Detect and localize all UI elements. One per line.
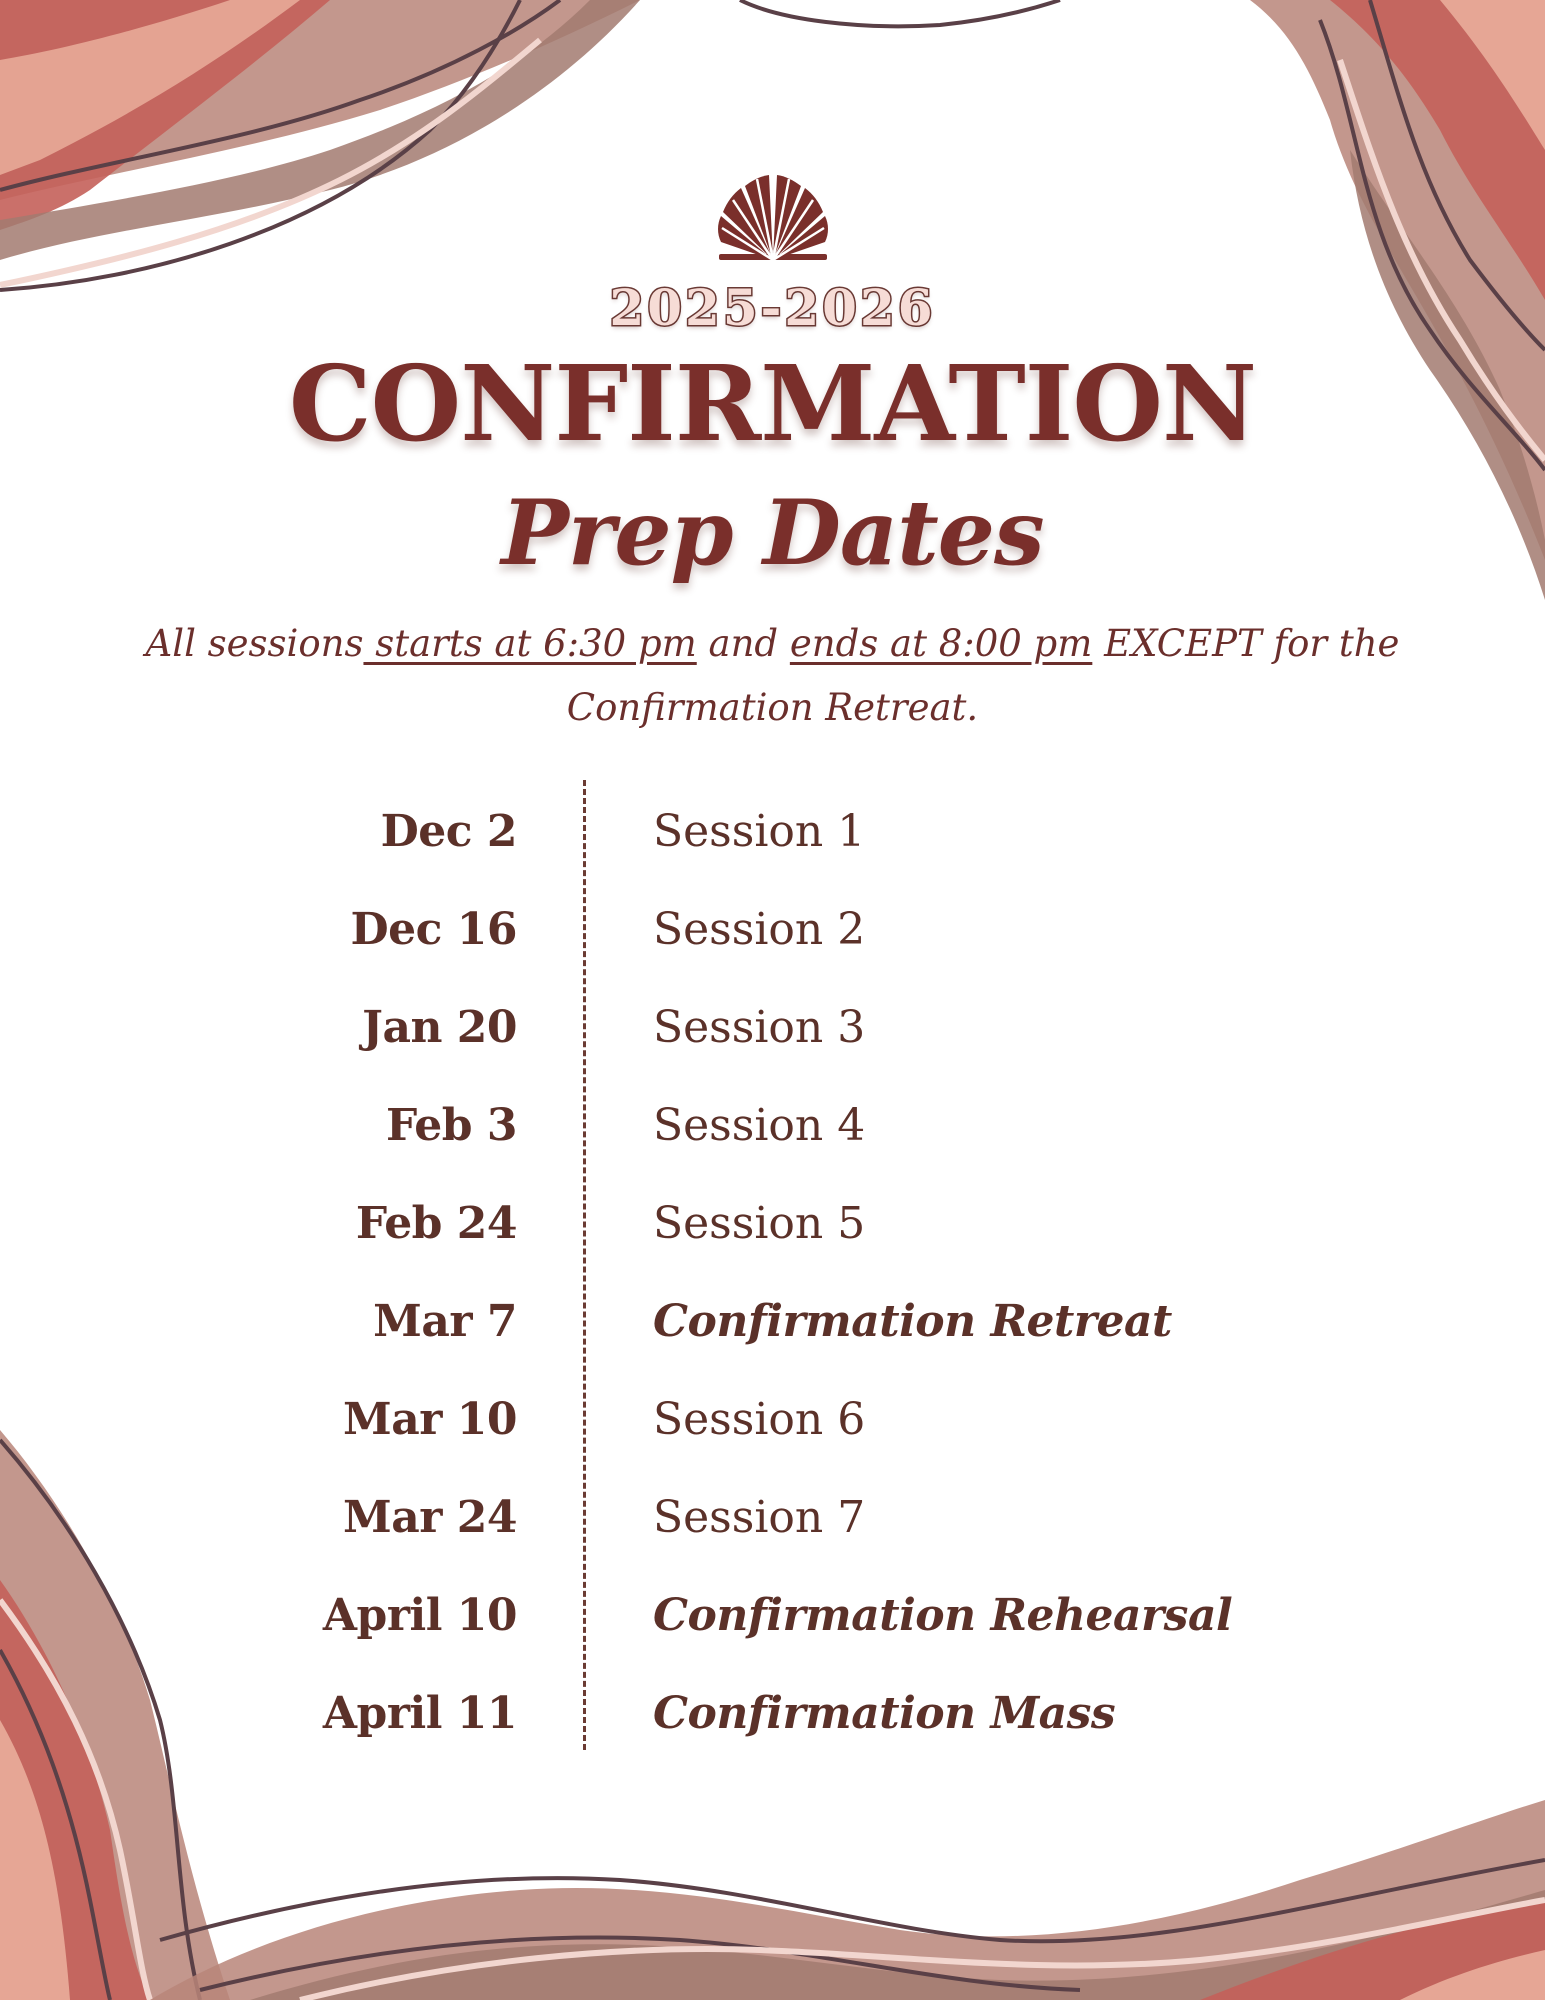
schedule-list xyxy=(0,780,1545,1750)
note-text-2: and xyxy=(696,622,790,665)
page-title: CONFIRMATION xyxy=(288,342,1257,465)
schedule-date: Mar 24 xyxy=(343,1492,517,1543)
schedule-row xyxy=(0,802,1545,862)
schedule-row xyxy=(0,1292,1545,1352)
schedule-date: Jan 20 xyxy=(362,1002,517,1053)
schedule-event: Confirmation Rehearsal xyxy=(653,1590,1233,1641)
schedule-date: Feb 3 xyxy=(385,1100,517,1151)
schedule-date: Feb 24 xyxy=(355,1198,517,1249)
year-heading: 2025-2026 xyxy=(609,278,936,337)
session-time-note xyxy=(80,612,1465,740)
schedule-event: Session 5 xyxy=(653,1198,866,1249)
schedule-date: Mar 10 xyxy=(343,1394,517,1445)
page-subtitle: Prep Dates xyxy=(501,480,1044,586)
note-text-3: EXCEPT for the Confirmation Retreat. xyxy=(566,622,1400,729)
schedule-event: Confirmation Mass xyxy=(653,1688,1116,1739)
top-left-waves xyxy=(0,0,1060,290)
schedule-row xyxy=(0,998,1545,1058)
schedule-event: Session 7 xyxy=(653,1492,866,1543)
shell-icon xyxy=(713,172,833,262)
schedule-row xyxy=(0,1096,1545,1156)
schedule-date: Dec 2 xyxy=(380,806,517,857)
schedule-date: Dec 16 xyxy=(350,904,517,955)
schedule-event: Session 6 xyxy=(653,1394,866,1445)
schedule-date: Mar 7 xyxy=(373,1296,517,1347)
schedule-date: April 10 xyxy=(322,1590,517,1641)
bottom-waves xyxy=(150,1800,1545,2000)
schedule-row xyxy=(0,1488,1545,1548)
schedule-event: Session 4 xyxy=(653,1100,866,1151)
schedule-row xyxy=(0,1684,1545,1744)
schedule-event: Session 2 xyxy=(653,904,866,955)
schedule-row xyxy=(0,1586,1545,1646)
note-end-time: ends at 8:00 pm xyxy=(789,622,1093,665)
schedule-event: Session 1 xyxy=(653,806,866,857)
schedule-event: Session 3 xyxy=(653,1002,866,1053)
schedule-row xyxy=(0,1390,1545,1450)
schedule-row xyxy=(0,900,1545,960)
schedule-row xyxy=(0,1194,1545,1254)
note-text-1: All sessions xyxy=(145,622,364,665)
note-start-time: starts at 6:30 pm xyxy=(363,622,697,665)
schedule-event: Confirmation Retreat xyxy=(653,1296,1172,1347)
schedule-date: April 11 xyxy=(322,1688,517,1739)
